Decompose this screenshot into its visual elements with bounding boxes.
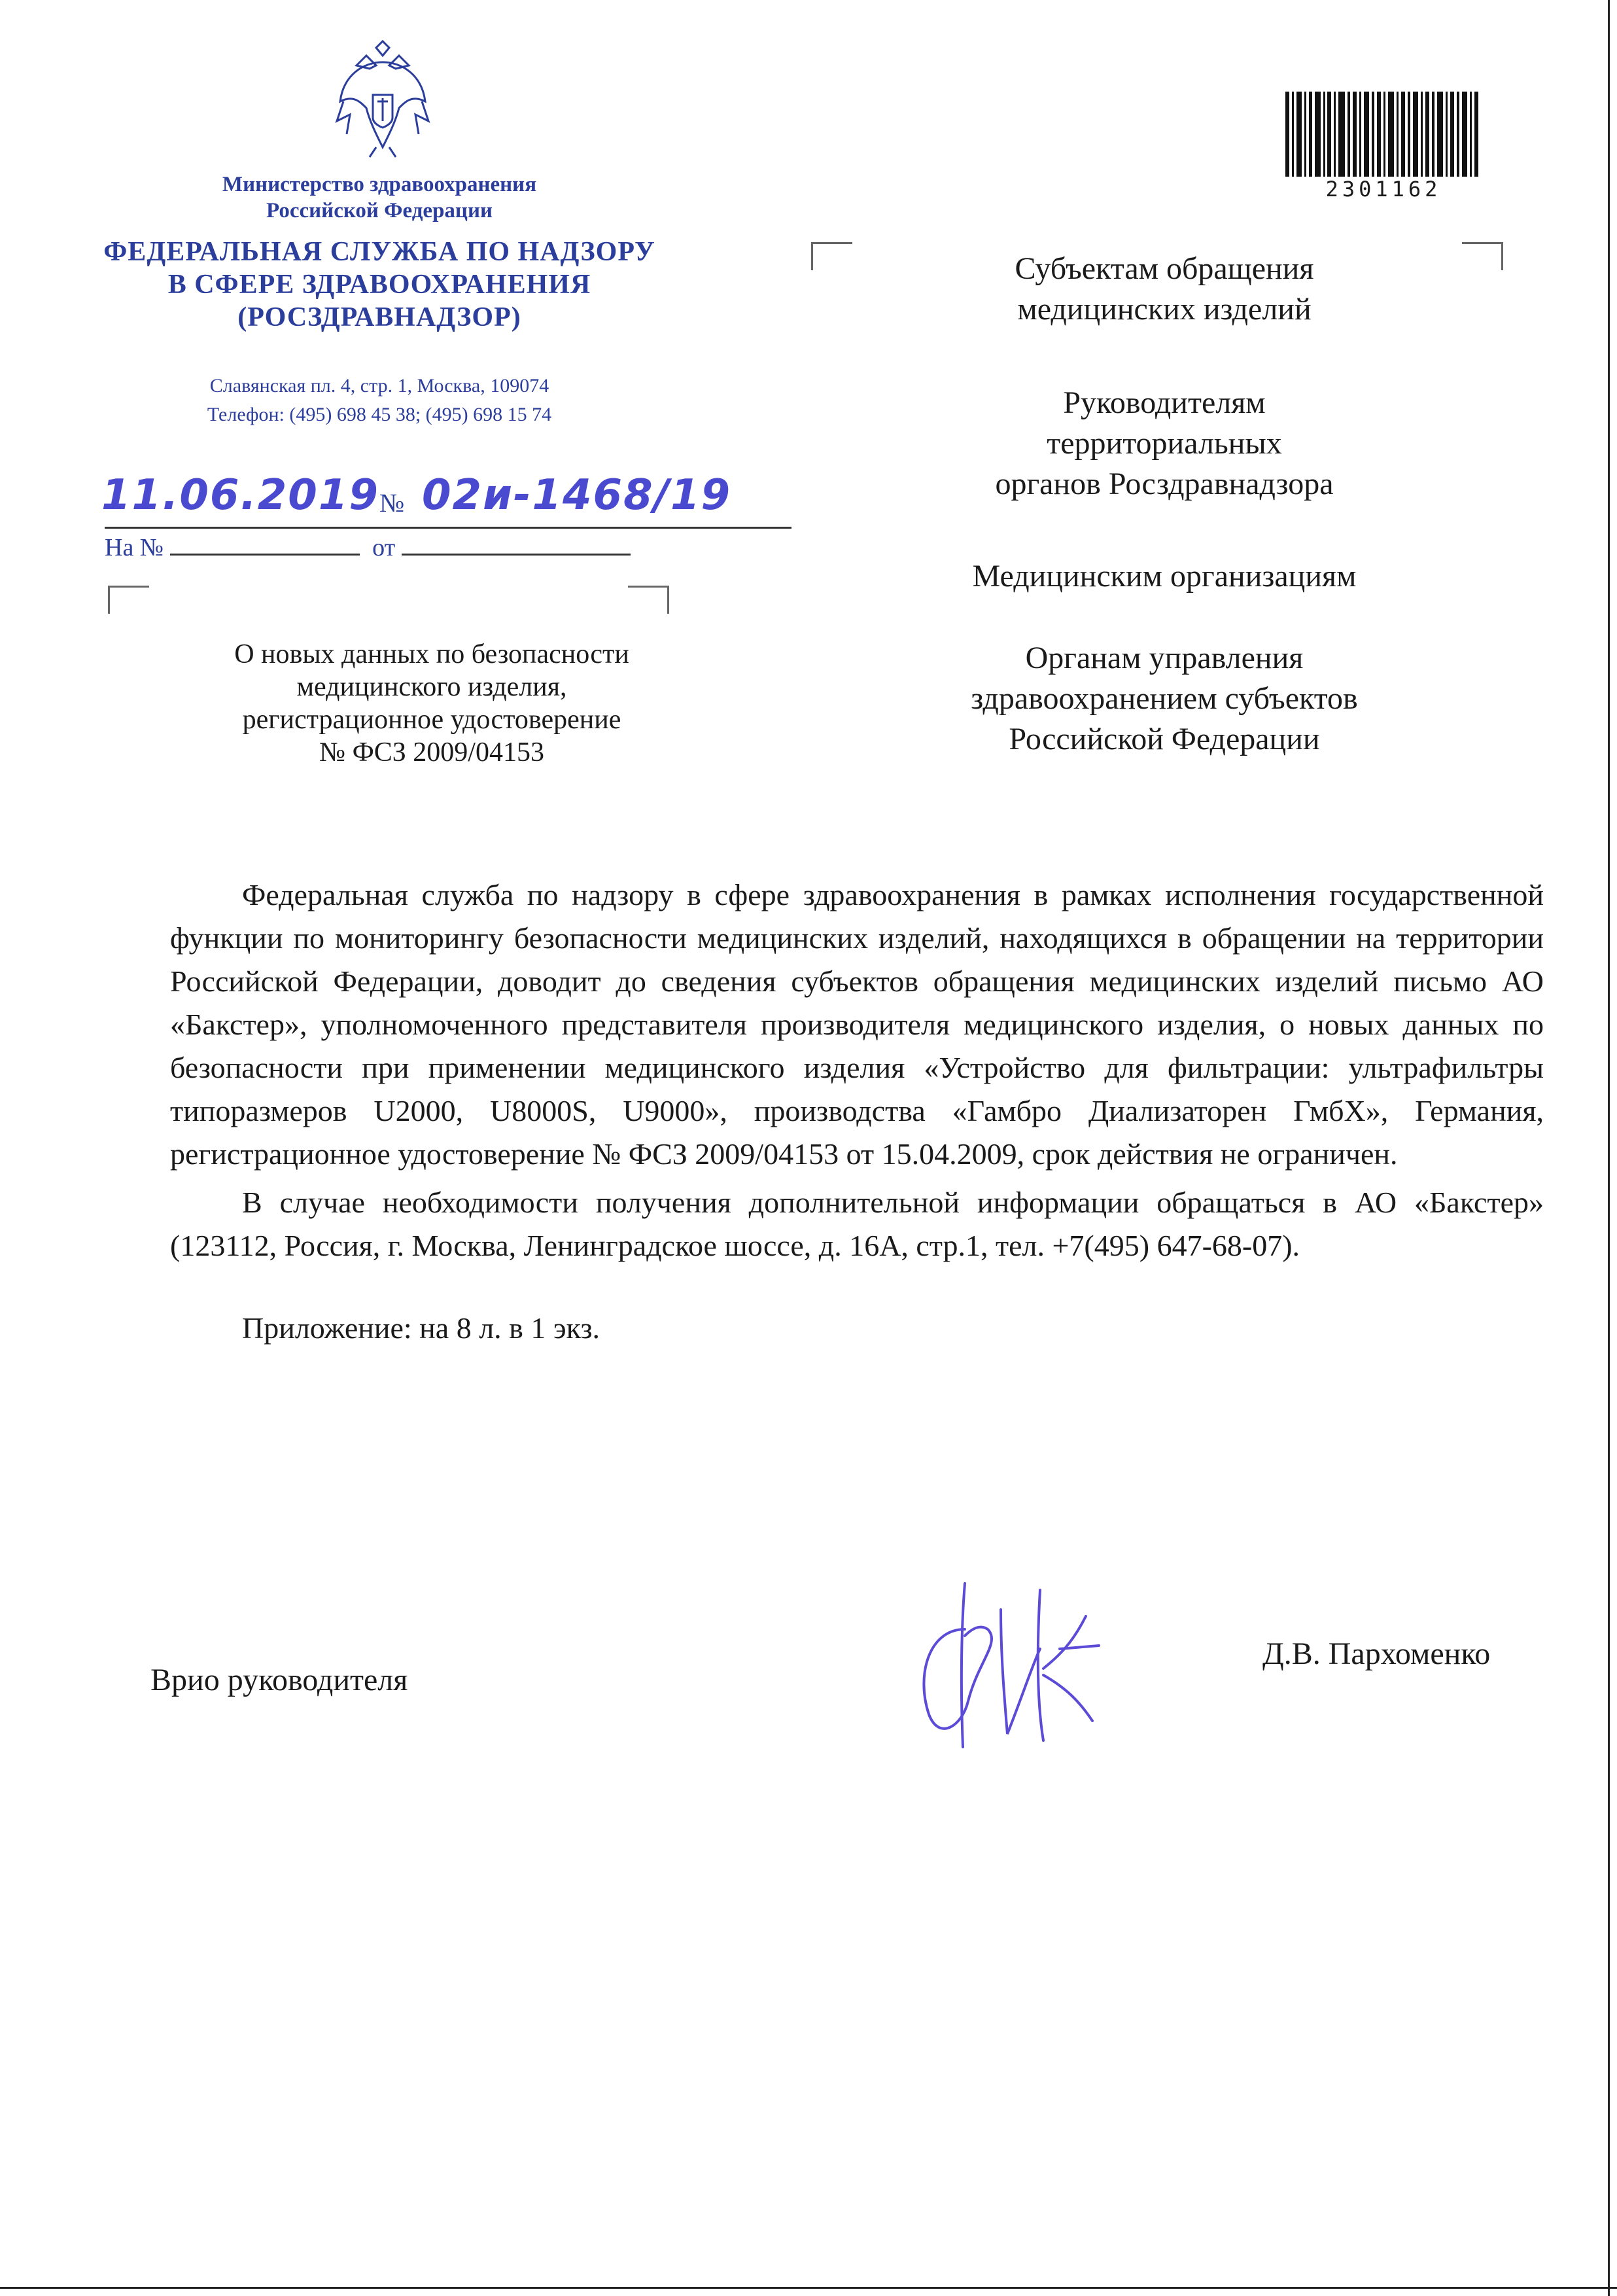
recipient-block-1 xyxy=(896,249,1433,330)
recipient-block-3 xyxy=(896,556,1433,597)
recipient-1-line-1: Субъектам обращения xyxy=(1015,251,1314,286)
subject-line-4: № ФСЗ 2009/04153 xyxy=(319,737,544,768)
signatory-name: Д.В. Пархоменко xyxy=(1262,1636,1491,1671)
reply-to-row xyxy=(105,533,693,562)
service-line-2: В СФЕРЕ ЗДРАВООХРАНЕНИЯ xyxy=(167,270,591,300)
recipient-4-line-1: Органам управления xyxy=(1025,641,1304,675)
ministry-line-2: Российской Федерации xyxy=(266,199,493,222)
registration-number: 02и-1468/19 xyxy=(422,471,732,520)
service-line-1: ФЕДЕРАЛЬНАЯ СЛУЖБА ПО НАДЗОРУ xyxy=(103,237,655,267)
barcode xyxy=(1285,92,1482,177)
service-name xyxy=(78,236,680,334)
subject-corner-left xyxy=(108,586,149,614)
service-address xyxy=(118,372,641,429)
subject-corner-right xyxy=(628,586,669,614)
address-line-2: Телефон: (495) 698 45 38; (495) 698 15 74 xyxy=(207,404,552,425)
coat-of-arms-emblem xyxy=(330,36,435,160)
ministry-line-1: Министерство здравоохранения xyxy=(222,173,537,196)
signatory-role: Врио руководителя xyxy=(150,1663,408,1697)
recipient-3-line-1: Медицинским организациям xyxy=(972,559,1357,593)
service-line-3: (РОСЗДРАВНАДЗОР) xyxy=(237,302,521,332)
body-paragraph-1: Федеральная служба по надзору в сфере здравоохранения в рамках исполнения государственной функции по мониторингу безопасности медицинских изделий, находящихся в обращении на территории Российской Федерации, доводит до сведения субъектов обращения медицинских изделий письмо АО «Бакстер», уполномоченного представителя производителя медицинского изделия, о новых данных по безопасности при применении медицинского изделия «Устройство для фильтрации: ультрафильтры типоразмеров U2000, U8000S, U9000», производства «Гамбро Диализаторен ГмбХ», Германия, регистрационное удостоверение № ФСЗ 2009/04153 от 15.04.2009, срок действия не ограничен. xyxy=(170,878,1544,1171)
page-bottom-border xyxy=(0,2287,1617,2289)
recipient-4-line-2: здравоохранением субъектов xyxy=(971,681,1358,716)
number-sign: № xyxy=(379,488,405,518)
address-line-1: Славянская пл. 4, стр. 1, Москва, 109074 xyxy=(209,375,549,397)
recipient-4-line-3: Российской Федерации xyxy=(1009,722,1320,756)
recipients-corner-right xyxy=(1462,242,1503,270)
recipient-block-4 xyxy=(896,638,1433,760)
registration-date: 11.06.2019 xyxy=(101,471,379,520)
page-right-border xyxy=(1608,0,1610,2296)
subject-line-3: регистрационное удостоверение xyxy=(242,705,621,735)
recipient-block-2 xyxy=(896,383,1433,504)
reply-to-number-field xyxy=(170,534,360,556)
ministry-name xyxy=(118,171,641,224)
from-label: от xyxy=(372,534,396,561)
body-attachment: Приложение: на 8 л. в 1 экз. xyxy=(242,1311,600,1345)
recipient-2-line-2: территориальных xyxy=(1047,426,1282,461)
letter-subject xyxy=(144,638,720,769)
body-paragraph-2: В случае необходимости получения дополнительной информации обращаться в АО «Бакстер» (123112, Россия, г. Москва, Ленинградское шоссе, д. 16А, стр.1, тел. +7(495) 647-68-07). xyxy=(170,1186,1544,1262)
reply-to-label: На № xyxy=(105,534,164,561)
handwritten-signature xyxy=(903,1570,1119,1754)
recipients-corner-left xyxy=(811,242,852,270)
subject-line-1: О новых данных по безопасности xyxy=(234,639,629,669)
barcode-number: 2301162 xyxy=(1325,177,1442,202)
recipient-1-line-2: медицинских изделий xyxy=(1017,292,1312,327)
recipient-2-line-1: Руководителям xyxy=(1063,385,1266,420)
subject-line-2: медицинского изделия, xyxy=(296,672,567,702)
reply-to-date-field xyxy=(402,534,631,556)
letter-body xyxy=(170,874,1544,1350)
recipient-2-line-3: органов Росздравнадзора xyxy=(995,467,1334,501)
